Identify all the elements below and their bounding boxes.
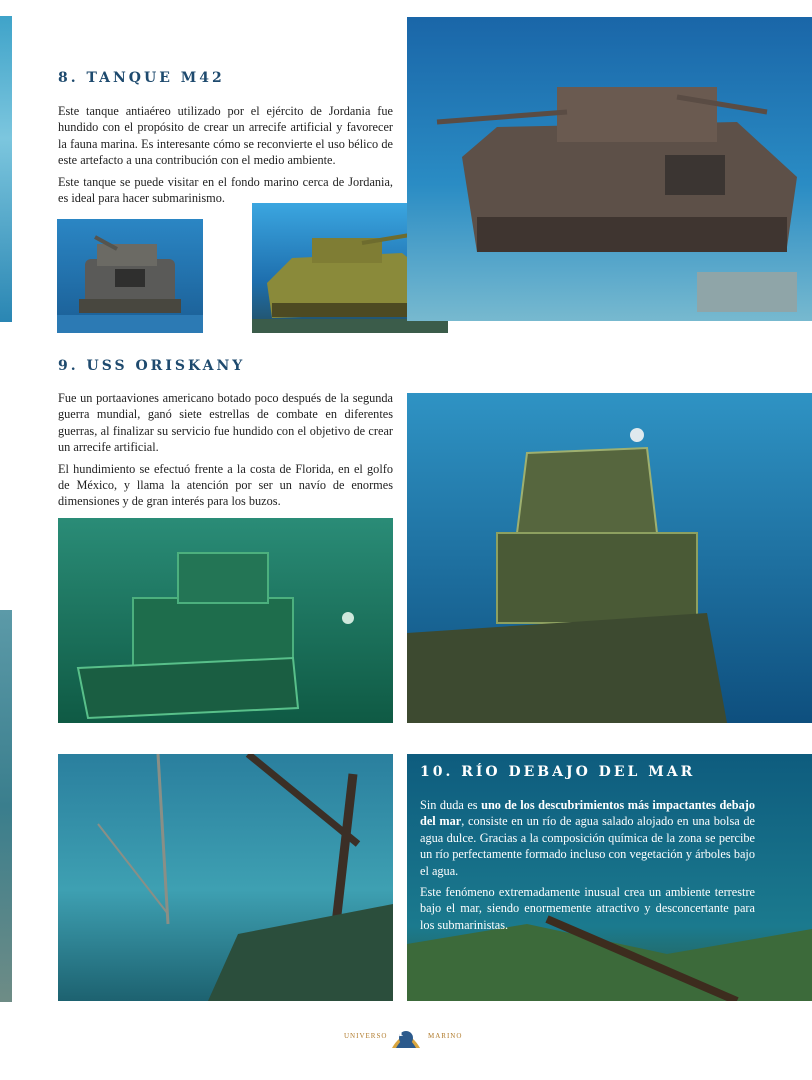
section-title-uss-oriskany: 9. USS ORISKANY: [58, 358, 246, 374]
tank-paragraph-1: Este tanque antiaéreo utilizado por el ejército de Jordania fue hundido con el propósito de crear un arrecife artificial y favorecer la fauna marina. Es interesante cómo se reconvierte el uso bélico de este artefacto a una contribución con el medio ambiente.: [58, 104, 393, 168]
tank-photo-small-front: [57, 219, 203, 333]
footer-logo: [344, 1018, 464, 1058]
section-body-rio-debajo-del-mar: [420, 797, 755, 938]
tank-paragraph-2: Este tanque se puede visitar en el fondo marino cerca de Jordania, es ideal para hacer submarinismo.: [58, 174, 393, 206]
footer-word-right: MARINO: [428, 1032, 463, 1040]
section-title-rio-debajo-del-mar: 10. RÍO DEBAJO DEL MAR: [420, 764, 696, 780]
section-body-tanque-m42: [58, 103, 393, 211]
oriskany-paragraph-1: Fue un portaaviones americano botado poco después de la segunda guerra mundial, ganó siete estrellas de combate en diferentes guerras, al finalizar su servicio fue hundido con el objetivo de crear un arrecife artificial.: [58, 391, 393, 455]
river-paragraph-1: Sin duda es uno de los descubrimientos más impactantes debajo del mar, consiste en un río de agua salado alojado en una bolsa de agua dulce. Gracias a la composición química de la zona se percibe un río perfectamente formado incluso con vegetación y árboles bajo el agua.: [420, 798, 756, 878]
tank-photo-large: [407, 17, 812, 321]
oriskany-paragraph-2: El hundimiento se efectuó frente a la costa de Florida, en el golfo de México, y llama la atención por ser un navío de enormes dimensiones y de gran interés para los buzos.: [58, 461, 393, 509]
page-number: 11: [393, 1027, 404, 1039]
section-body-uss-oriskany: [58, 390, 393, 515]
oriskany-photo-blue: [407, 393, 812, 723]
left-edge-photo-strip-bottom: [0, 610, 12, 1002]
footer-word-left: UNIVERSO: [344, 1032, 388, 1040]
section-title-tanque-m42: 8. TANQUE M42: [58, 70, 225, 86]
river-paragraph-1-bold: uno de los descubrimientos más impactantes debajo del mar: [420, 798, 755, 829]
river-paragraph-2: Este fenómeno extremadamente inusual crea un ambiente terrestre bajo el mar, siendo enormemente atractivo y desconcertante para los submarinistas.: [420, 885, 755, 932]
river-photo-trees: [58, 754, 393, 1001]
left-edge-photo-strip-top: [0, 16, 12, 322]
oriskany-photo-green: [58, 518, 393, 723]
